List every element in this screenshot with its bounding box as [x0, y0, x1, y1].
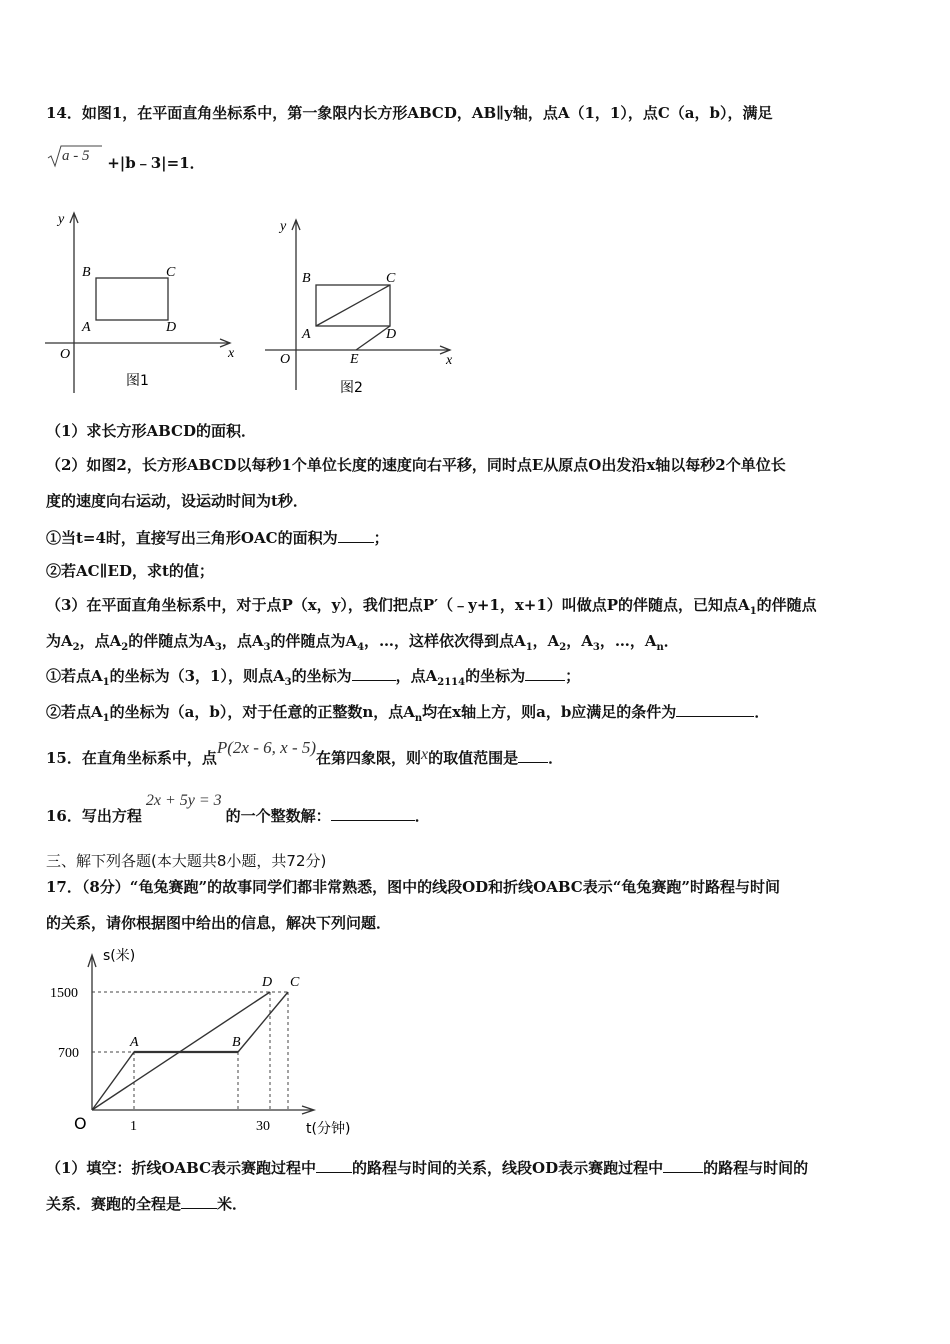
q14-part3-line1: （3）在平面直角坐标系中，对于点P（x，y），我们把点P′（﹣y+1，x+1）叫做点P的伴随点，已知点$A_1$的伴随点 [46, 596, 817, 617]
answer-blank[interactable] [663, 1158, 703, 1173]
graph-point-c: C [290, 975, 300, 990]
answer-blank[interactable] [525, 666, 565, 681]
q14-part3-line2: 为$A_2$，点$A_2$的伴随点为$A_3$，点$A_3$的伴随点为$A_4$，…，这样依次得到点$A_1$，$A_2$，$A_3$，…，$A_n$． [46, 632, 679, 653]
fig1-point-a: A [82, 320, 91, 335]
fig1-point-d: D [166, 320, 177, 335]
fig1-origin-label: O [60, 347, 71, 362]
graph-tick-700: 700 [58, 1046, 79, 1061]
fig2-x-label: x [446, 353, 453, 368]
graph-point-d: D [262, 975, 273, 990]
fig2-y-label: y [280, 219, 287, 234]
answer-blank[interactable] [352, 666, 396, 681]
fig1-point-c: C [166, 265, 176, 280]
sqrt-expression [46, 144, 102, 168]
q14-part1: （1）求长方形ABCD的面积． [46, 422, 256, 440]
q17-line2: 的关系，请你根据图中给出的信息，解决下列问题． [46, 914, 392, 932]
q14-part2-q1: ①当t=4时，直接写出三角形OAC的面积为 ； [46, 529, 389, 547]
graph-tick-1: 1 [130, 1119, 137, 1134]
q14-intro: 14．如图1，在平面直角坐标系中，第一象限内长方形ABCD，AB∥y轴，点A（1，1），点C（a，b），满足 [46, 104, 773, 122]
figure-1 [40, 205, 245, 395]
graph-tick-30: 30 [256, 1119, 270, 1134]
condition-text: +|b﹣3|=1． [107, 154, 205, 172]
graph-tick-1500: 1500 [50, 986, 78, 1001]
fig2-point-d: D [386, 327, 397, 342]
fig2-point-c: C [386, 271, 396, 286]
fig1-x-label: x [228, 346, 235, 361]
race-graph [40, 945, 370, 1140]
graph-xlabel: t(分钟) [306, 1121, 351, 1137]
q17-part1-line1: （1）填空：折线OABC表示赛跑过程中 的路程与时间的关系，线段OD表示赛跑过程中 的路程与时间的 [46, 1159, 809, 1177]
fig2-caption: 图2 [340, 380, 363, 396]
sqrt-radicand: a - 5 [62, 148, 90, 164]
fig1-point-b: B [82, 265, 91, 280]
q14-condition-line [46, 148, 205, 176]
graph-origin: O [74, 1114, 87, 1133]
answer-blank[interactable] [181, 1194, 217, 1209]
figure-2 [260, 210, 460, 400]
answer-blank[interactable] [331, 806, 415, 821]
q15-var: x [421, 746, 429, 763]
fig1-caption: 图1 [126, 373, 149, 389]
graph-point-b: B [232, 1035, 241, 1050]
q14-part3-q2: ②若点$A_1$的坐标为（a，b），对于任意的正整数n，点$A_n$均在x轴上方，则a，b应满足的条件为 ． [46, 703, 770, 724]
q15-point-expr: P(2x - 6, x - 5) [216, 738, 317, 757]
fig2-origin-label: O [280, 352, 291, 367]
q14-part3-q1: ①若点$A_1$的坐标为（3，1），则点$A_3$的坐标为 ，点$A_{2114}$的坐标为 ； [46, 667, 581, 688]
q16-equation: 2x + 5y = 3 [145, 792, 222, 809]
graph-ylabel: s(米) [103, 948, 136, 964]
fig2-point-e: E [350, 352, 359, 367]
q14-part2-line2: 度的速度向右运动，设运动时间为t秒． [46, 492, 308, 510]
fig2-point-b: B [302, 271, 311, 286]
answer-blank[interactable] [316, 1158, 352, 1173]
fig1-y-label: y [58, 212, 65, 227]
q16: 16．写出方程2x + 5y = 3的一个整数解： ． [46, 792, 430, 825]
answer-blank[interactable] [338, 528, 374, 543]
graph-point-a: A [130, 1035, 139, 1050]
q14-part2-q2: ②若AC∥ED，求t的值； [46, 562, 214, 580]
q17-line1: 17．（8分）“龟兔赛跑”的故事同学们都非常熟悉，图中的线段OD和折线OABC表示“龟兔赛跑”时路程与时间 [46, 878, 781, 896]
answer-blank[interactable] [518, 748, 548, 763]
q15: 15．在直角坐标系中，点P(2x - 6, x - 5)在第四象限，则x的取值范围是 ． [46, 738, 564, 767]
answer-blank[interactable] [676, 702, 754, 717]
fig2-point-a: A [302, 327, 311, 342]
section-3-heading: 三、解下列各题(本大题共8小题，共72分) [46, 852, 327, 870]
q14-part2-line1: （2）如图2，长方形ABCD以每秒1个单位长度的速度向右平移，同时点E从原点O出发沿x轴以每秒2个单位长 [46, 456, 786, 474]
q17-part1-line2: 关系．赛跑的全程是 米． [46, 1195, 248, 1213]
